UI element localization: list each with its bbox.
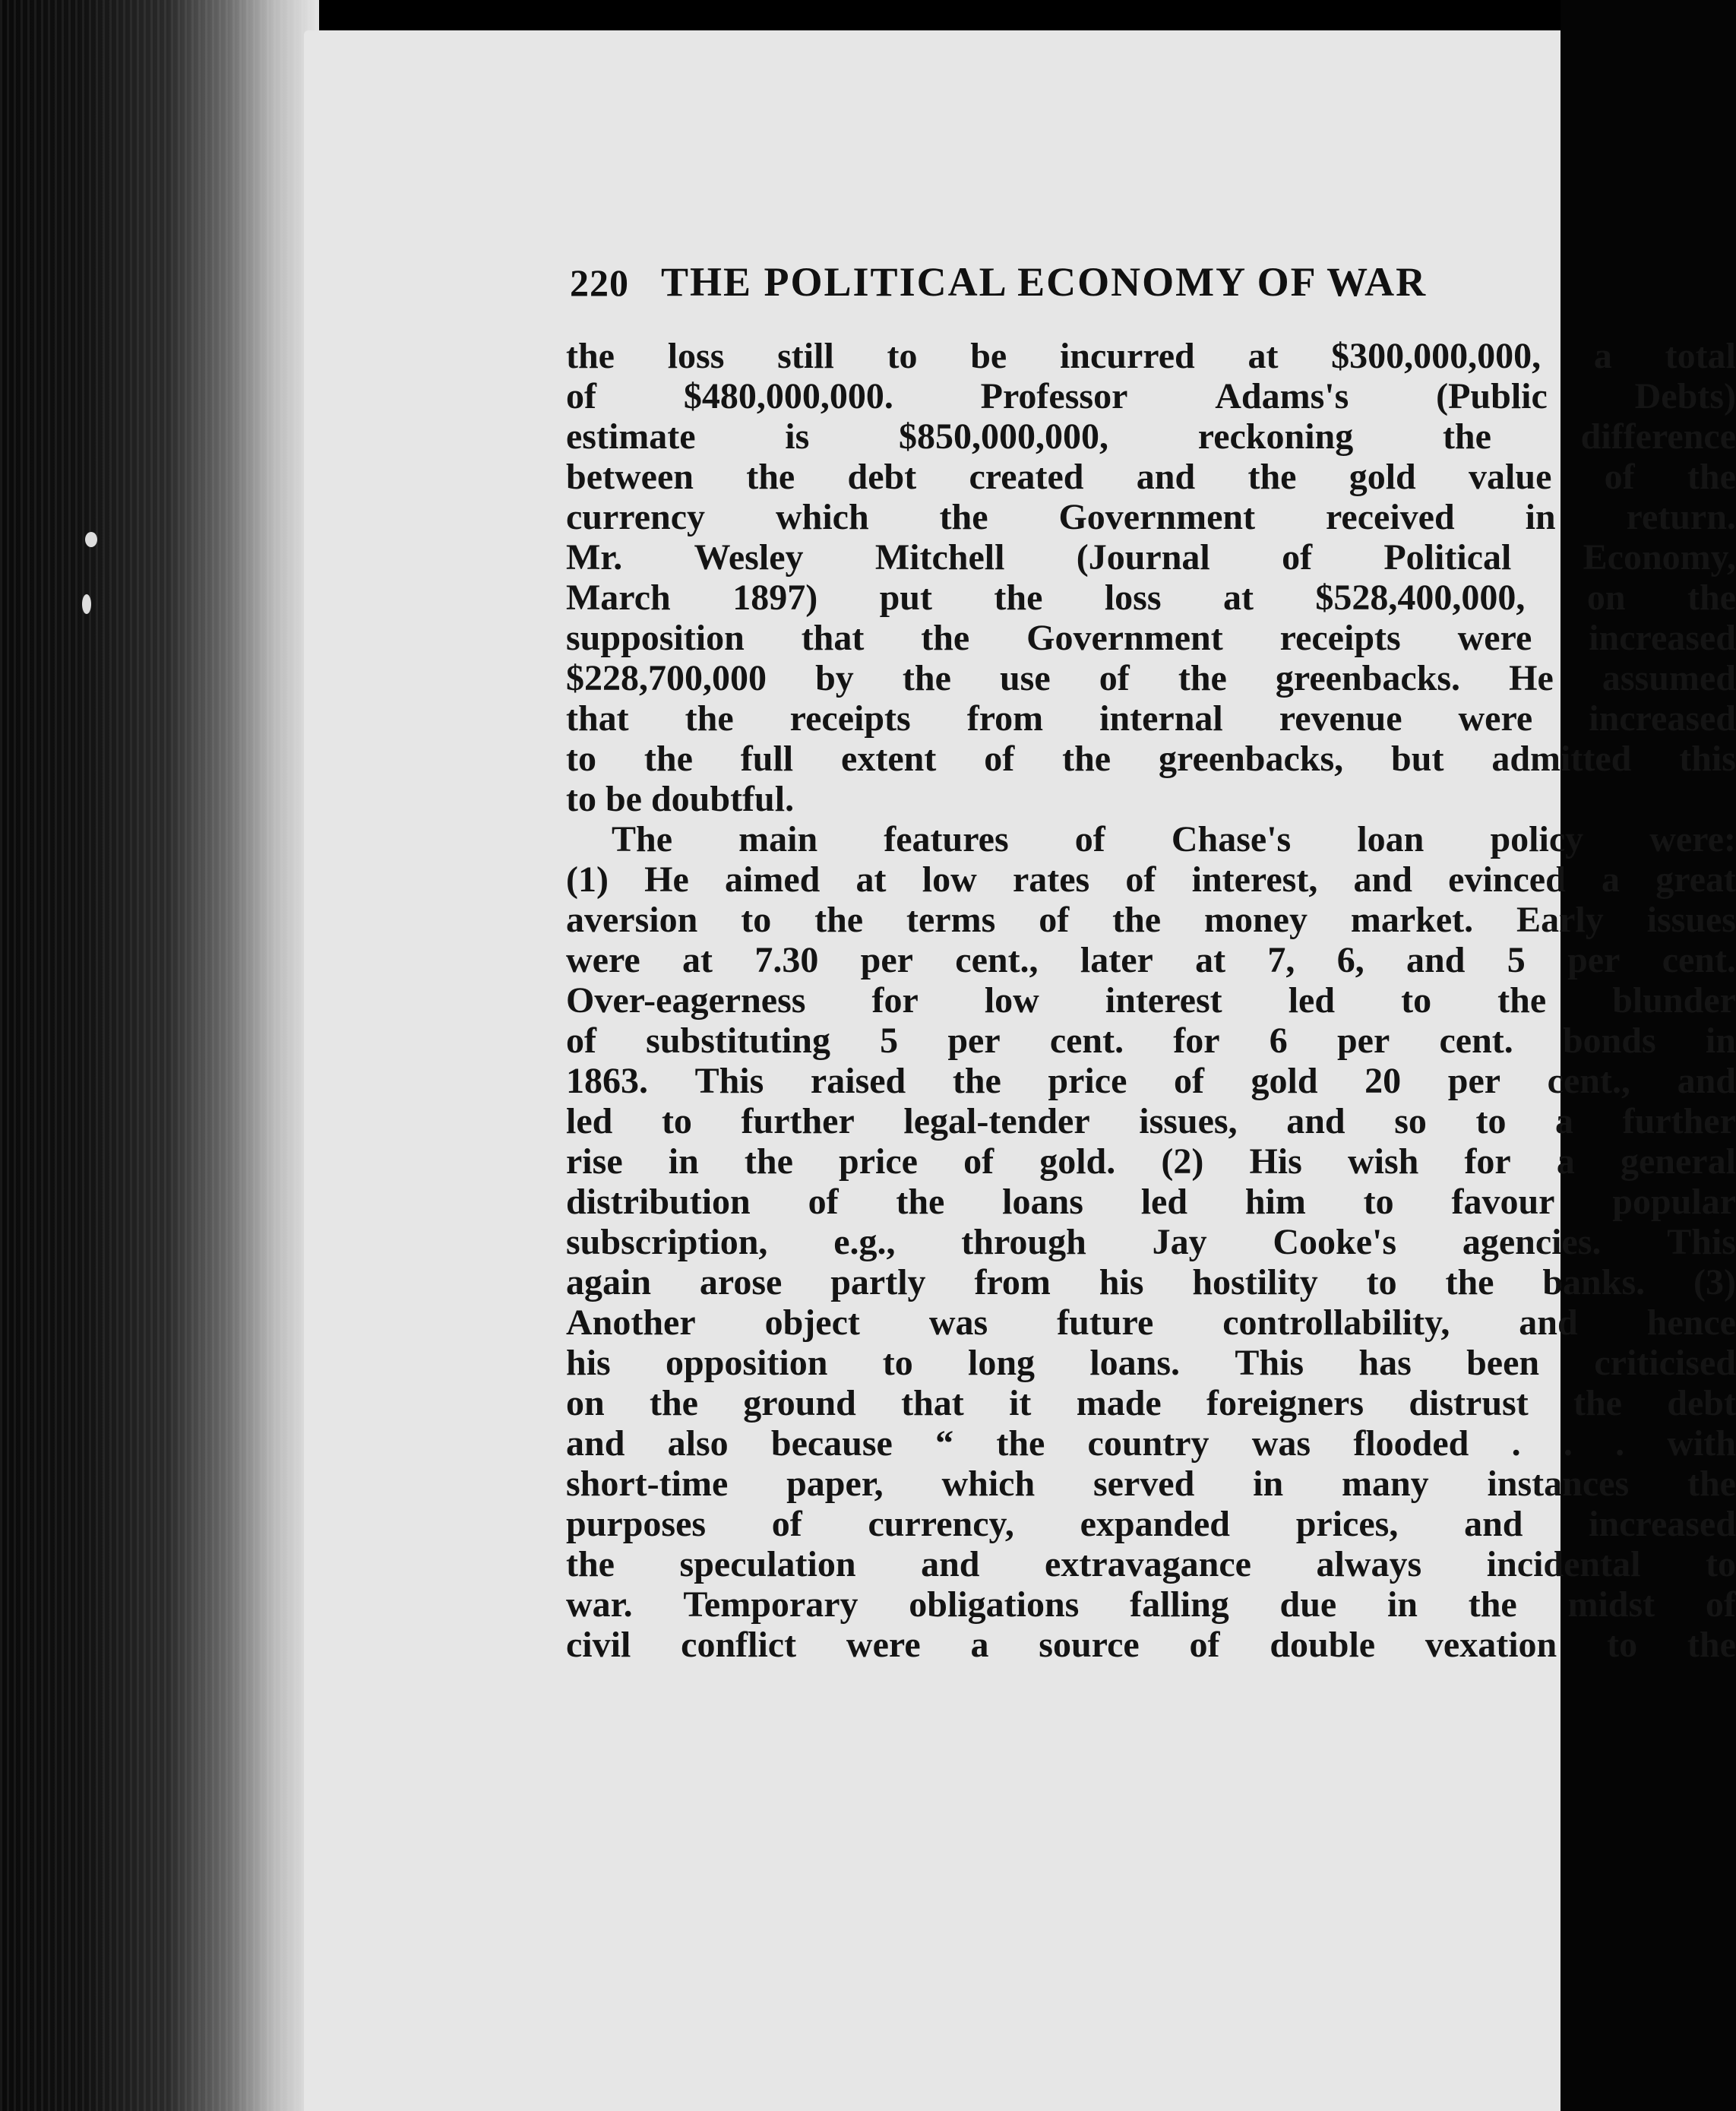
text-line: estimate is $850,000,000, reckoning the difference	[566, 416, 1736, 457]
text-line: the loss still to be incurred at $300,000,000, a total	[566, 336, 1736, 376]
text-line: rise in the price of gold. (2) His wish for a general	[566, 1141, 1736, 1182]
text-line: his opposition to long loans. This has been criticised	[566, 1343, 1736, 1383]
text-line: (1) He aimed at low rates of interest, and evinced a great	[566, 859, 1736, 900]
text-line: again arose partly from his hostility to the banks. (3)	[566, 1262, 1736, 1302]
text-line: aversion to the terms of the money market. Early issues	[566, 900, 1736, 940]
text-line: on the ground that it made foreigners distrust the debt	[566, 1383, 1736, 1423]
page-number: 220	[570, 261, 629, 304]
running-title: THE POLITICAL ECONOMY OF WAR	[661, 259, 1428, 305]
scan-speck	[82, 594, 91, 614]
text-line: 1863. This raised the price of gold 20 per cent., and	[566, 1061, 1736, 1101]
text-line: The main features of Chase's loan policy were:	[612, 819, 1736, 859]
text-line: distribution of the loans led him to favour popular	[566, 1182, 1736, 1222]
text-line: March 1897) put the loss at $528,400,000, on the	[566, 578, 1736, 618]
scan-speck	[85, 532, 97, 547]
book-page	[304, 30, 1736, 2111]
text-line: civil conflict were a source of double vexation to the	[566, 1625, 1736, 1665]
text-line: that the receipts from internal revenue were increased	[566, 698, 1736, 739]
text-line: led to further legal-tender issues, and so to a further	[566, 1101, 1736, 1141]
text-line: war. Temporary obligations falling due in the midst of	[566, 1584, 1736, 1625]
text-line: purposes of currency, expanded prices, and increased	[566, 1504, 1736, 1544]
text-line: Mr. Wesley Mitchell (Journal of Political Economy,	[566, 537, 1736, 578]
text-line: subscription, e.g., through Jay Cooke's agencies. This	[566, 1222, 1736, 1262]
text-line: of substituting 5 per cent. for 6 per cent. bonds in	[566, 1021, 1736, 1061]
text-line: Another object was future controllability, and hence	[566, 1302, 1736, 1343]
text-line: of $480,000,000. Professor Adams's (Public Debts)	[566, 376, 1736, 416]
text-line: the speculation and extravagance always incidental to	[566, 1544, 1736, 1584]
page-header	[570, 258, 1725, 305]
text-line: $228,700,000 by the use of the greenbacks. He assumed	[566, 658, 1736, 698]
text-line: between the debt created and the gold value of the	[566, 457, 1736, 497]
text-line: to the full extent of the greenbacks, but admitted this	[566, 739, 1736, 779]
text-line: and also because “ the country was flooded . . . with	[566, 1423, 1736, 1464]
body-text	[566, 336, 1736, 1665]
book-spine-edge	[0, 0, 319, 2111]
text-line: Over-eagerness for low interest led to the blunder	[566, 980, 1736, 1021]
text-line: supposition that the Government receipts were increased	[566, 618, 1736, 658]
text-line: to be doubtful.	[566, 779, 795, 819]
text-line: short-time paper, which served in many instances the	[566, 1464, 1736, 1504]
text-line: currency which the Government received in return.	[566, 497, 1736, 537]
text-line: were at 7.30 per cent., later at 7, 6, and 5 per cent.	[566, 940, 1736, 980]
